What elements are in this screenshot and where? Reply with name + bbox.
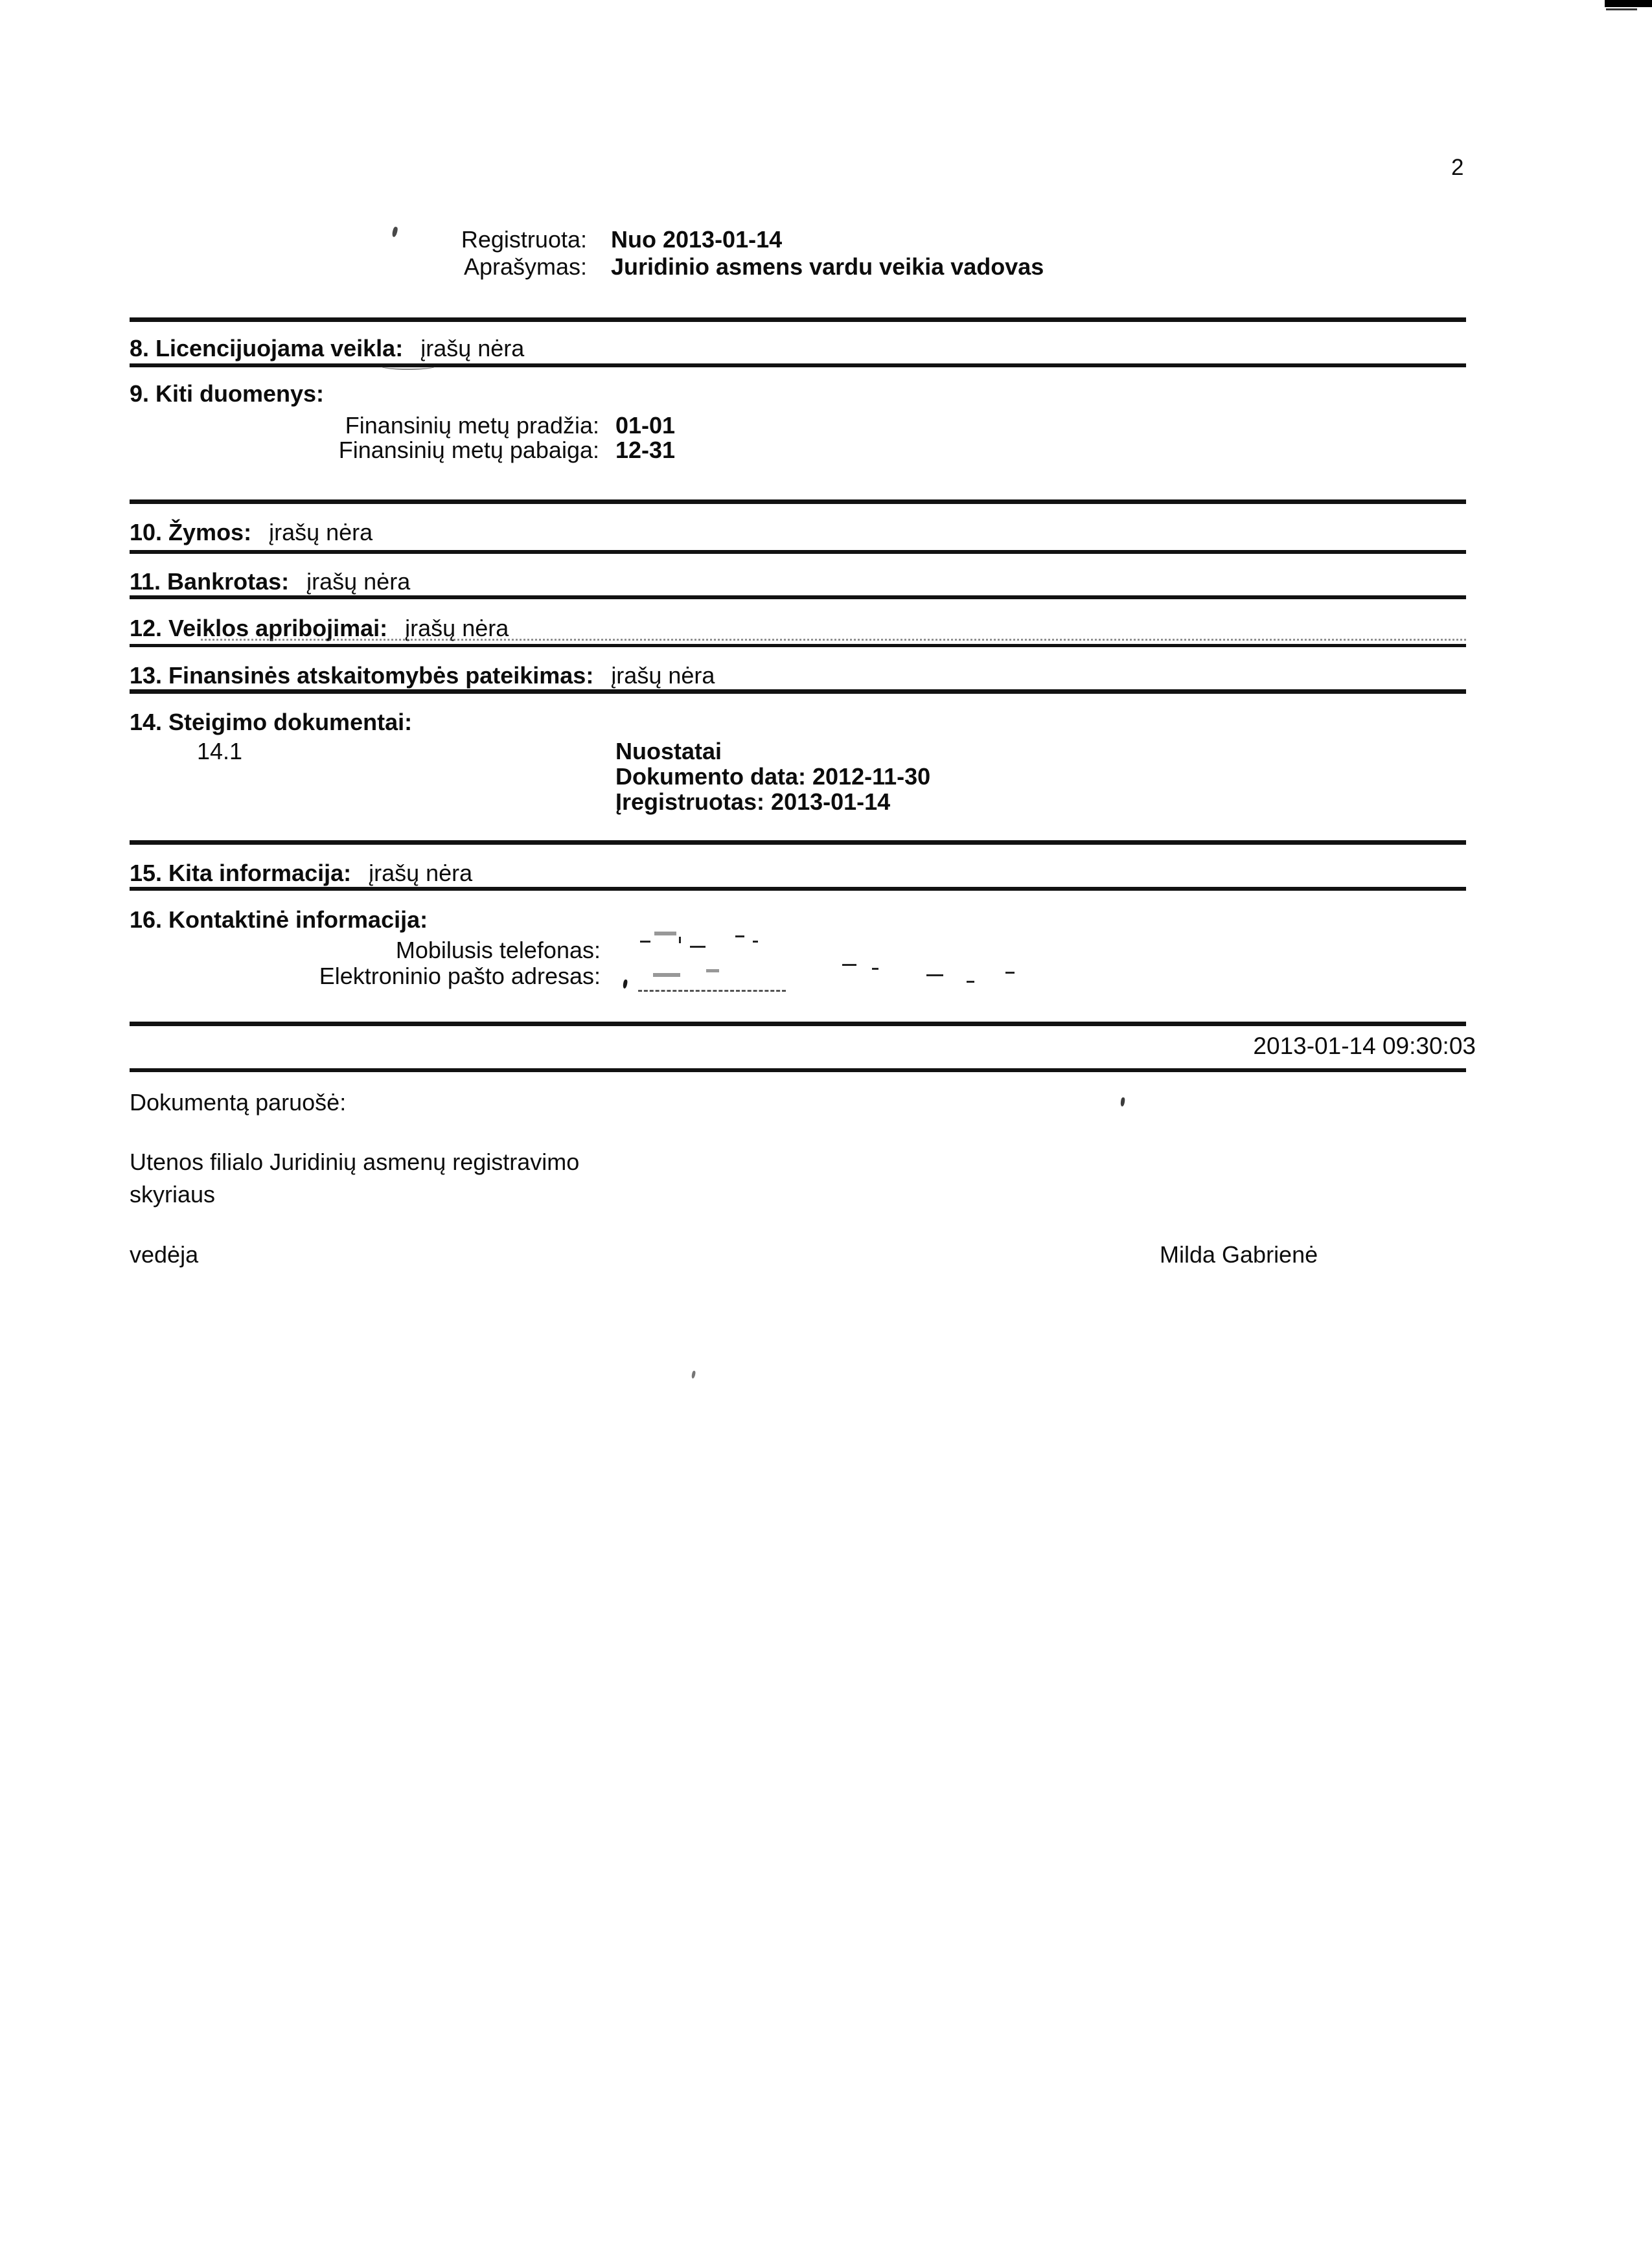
divider-line (130, 840, 1466, 845)
section-13-title: 13. Finansinės atskaitomybės pateikimas: (130, 662, 594, 689)
scan-corner-artifact-line (1606, 8, 1637, 10)
divider-line (130, 644, 1466, 647)
section-15-value: įrašų nėra (369, 860, 473, 886)
section-13-value: įrašų nėra (611, 662, 715, 689)
divider-line (130, 595, 1466, 599)
fin-year-end-label: Finansinių metų pabaiga: (338, 437, 599, 463)
section-11-row (130, 567, 410, 596)
section-10-title: 10. Žymos: (130, 519, 252, 545)
section-10-value: įrašų nėra (269, 519, 373, 545)
description-value: Juridinio asmens vardu veikia vadovas (611, 253, 1044, 280)
section-15-title: 15. Kita informacija: (130, 860, 352, 886)
section-12-value: įrašų nėra (405, 615, 509, 641)
faint-dotted-line (201, 639, 1466, 641)
generated-timestamp: 2013-01-14 09:30:03 (1253, 1033, 1476, 1059)
registered-label: Registruota: (461, 226, 587, 253)
divider-line (130, 499, 1466, 504)
scan-speck (1120, 1097, 1125, 1107)
divider-line (130, 689, 1466, 694)
section-14-item-registered: Įregistruotas: 2013-01-14 (615, 788, 891, 815)
registered-value: Nuo 2013-01-14 (611, 226, 783, 253)
page-number: 2 (1451, 155, 1464, 180)
divider-line (130, 363, 1466, 367)
divider-line (130, 317, 1466, 322)
mobile-phone-label: Mobilusis telefonas: (395, 937, 601, 963)
section-14-item-doc-date: Dokumento data: 2012-11-30 (615, 763, 931, 790)
section-14-item-number: 14.1 (197, 738, 243, 764)
prepared-by-name: Milda Gabrienė (1160, 1241, 1318, 1268)
fin-year-start-label: Finansinių metų pradžia: (345, 412, 599, 439)
prepared-by-label: Dokumentą paruošė: (130, 1089, 347, 1116)
description-label: Aprašymas: (463, 253, 587, 280)
scan-corner-artifact (1605, 0, 1652, 7)
section-15-row (130, 859, 472, 888)
section-11-title: 11. Bankrotas: (130, 568, 290, 595)
email-label: Elektroninio pašto adresas: (319, 963, 601, 989)
section-16-title: 16. Kontaktinė informacija: (130, 906, 428, 933)
divider-line (130, 1068, 1466, 1072)
divider-line (130, 887, 1466, 891)
divider-line (130, 1022, 1466, 1026)
fin-year-end-value: 12-31 (615, 437, 676, 463)
scan-curve-artifact (381, 363, 435, 370)
fin-year-start-value: 01-01 (615, 412, 676, 439)
prepared-by-org-line1: Utenos filialo Juridinių asmenų registravimo (130, 1149, 580, 1175)
section-8-row (130, 334, 524, 363)
section-8-title: 8. Licencijuojama veikla: (130, 335, 404, 361)
section-12-title: 12. Veiklos apribojimai: (130, 615, 388, 641)
prepared-by-role: vedėja (130, 1241, 199, 1268)
section-14-item-name: Nuostatai (615, 738, 722, 764)
section-11-value: įrašų nėra (306, 568, 411, 595)
section-10-row (130, 518, 373, 547)
section-14-title: 14. Steigimo dokumentai: (130, 709, 413, 735)
section-9-title: 9. Kiti duomenys: (130, 380, 325, 407)
section-13-row (130, 661, 715, 690)
section-8-value: įrašų nėra (420, 335, 525, 361)
scan-speck (691, 1371, 696, 1379)
divider-line (130, 550, 1466, 554)
prepared-by-org-line2: skyriaus (130, 1181, 216, 1208)
